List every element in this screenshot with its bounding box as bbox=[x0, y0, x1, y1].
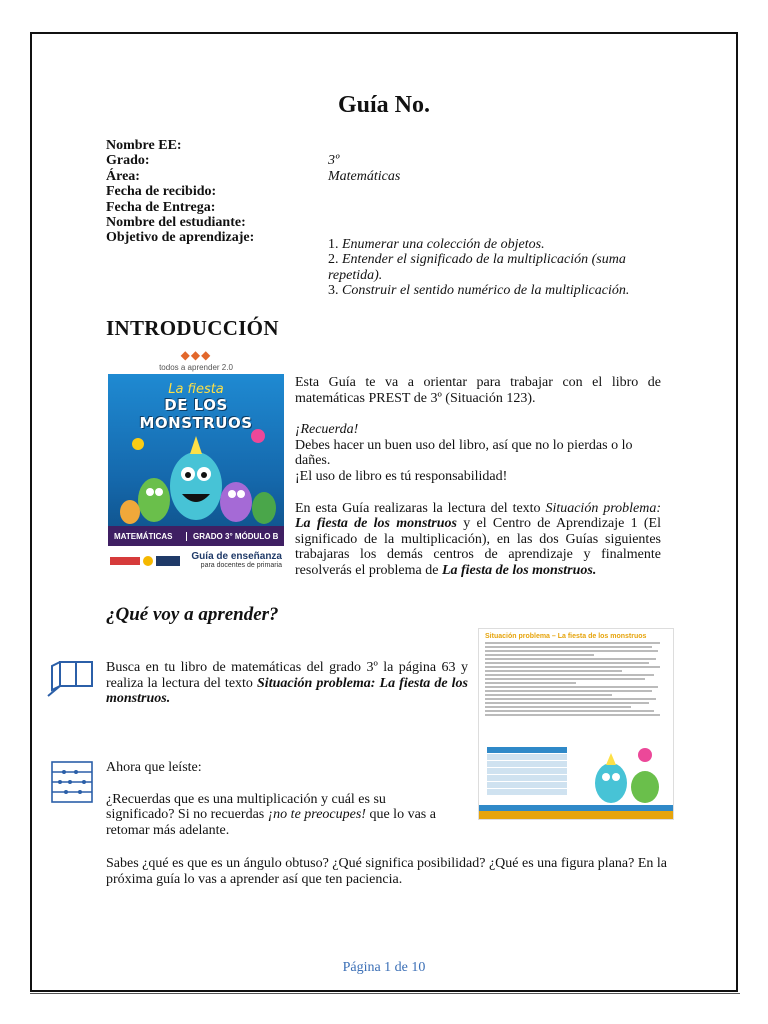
area-label: Área: bbox=[106, 168, 140, 184]
learn-block-3: Sabes ¿qué es que es un ángulo obtuso? ¿Qué significa posibilidad? ¿Qué es una figura plana? En la próxima guía lo vas a aprender así que ten paciencia. bbox=[106, 856, 667, 887]
abacus-icon bbox=[50, 760, 94, 804]
book-cover-image bbox=[108, 346, 284, 576]
nombre-estudiante-label: Nombre del estudiante: bbox=[106, 215, 246, 231]
thumb-table bbox=[487, 747, 567, 796]
text-lines bbox=[479, 642, 673, 716]
learn-heading: ¿Qué voy a aprender? bbox=[106, 604, 279, 625]
area-value: Matemáticas bbox=[328, 168, 401, 184]
objective-item: 3. Construir el sentido numérico de la multiplicación. bbox=[328, 283, 630, 299]
intro-paragraph-1: Esta Guía te va a orientar para trabajar con el libro de matemáticas PREST de 3º (Situación 123). bbox=[295, 375, 661, 406]
intro-text bbox=[295, 375, 661, 595]
guide-label: Guía de enseñanza para docentes de primaria bbox=[191, 551, 282, 569]
learn-block-2: Ahora que leíste: ¿Recuerdas que es una multiplicación y cuál es su significado? Si no recuerdas ¡no te preocupes! que lo vas a retomar más adelante. bbox=[106, 760, 436, 838]
page-number: Página 1 de 10 bbox=[342, 960, 426, 975]
intro-paragraph-2: ¡Recuerda! Debes hacer un buen uso del libro, así que no lo pierdas o lo dañes. ¡El uso de libro es tú responsabilidad! bbox=[295, 422, 633, 484]
grado-label: Grado: bbox=[106, 153, 150, 169]
cover-bottom bbox=[108, 546, 284, 576]
nombre-ee-label: Nombre EE: bbox=[106, 138, 182, 153]
objetivo-label: Objetivo de aprendizaje: bbox=[106, 230, 255, 246]
objective-item: 2. Entender el significado de la multiplicación (suma repetida). bbox=[328, 252, 626, 283]
fecha-recibido-label: Fecha de recibido: bbox=[106, 184, 217, 200]
intro-paragraph-3: En esta Guía realizaras la lectura del texto Situación problema: La fiesta de los monstruos y el Centro de Aprendizaje 1 (El significado de la multiplicación), en las dos Guías siguientes trabajaras los demás centros de aprendizaje y finalmente resolverás el problema de La fiesta de los monstruos. bbox=[295, 500, 661, 578]
intro-heading: INTRODUCCIÓN bbox=[106, 316, 279, 340]
cover-artwork: La fiesta DE LOS MONSTRUOS MATEMÁTICAS GRADO 3° MÓDULO B bbox=[108, 374, 284, 546]
grado-value: 3º bbox=[328, 153, 340, 169]
page-title: Guía No. bbox=[337, 92, 430, 118]
logo-mark-icon: ◆◆◆ bbox=[180, 348, 212, 362]
book-page-image: Situación problema – La fiesta de los monstruos bbox=[478, 628, 674, 820]
book-icon bbox=[46, 656, 96, 698]
student-info bbox=[106, 138, 666, 246]
recuerda-label: ¡Recuerda! bbox=[295, 422, 359, 438]
partner-logos bbox=[110, 554, 180, 568]
cover-footer: MATEMÁTICAS GRADO 3° MÓDULO B bbox=[108, 526, 284, 546]
objectives-list bbox=[328, 237, 658, 299]
thumb-monsters-icon bbox=[571, 739, 671, 809]
government-logos-icon bbox=[110, 554, 180, 568]
todos-a-aprender-logo: ◆◆◆ todos a aprender 2.0 bbox=[159, 348, 233, 372]
objective-item: 1. Enumerar una colección de objetos. bbox=[328, 237, 545, 252]
monsters-illustration bbox=[108, 374, 284, 546]
fecha-entrega-label: Fecha de Entrega: bbox=[106, 199, 216, 215]
frame-bottom-line bbox=[30, 990, 740, 994]
learn-block-1: Busca en tu libro de matemáticas del grado 3º la página 63 y realiza la lectura del texto Situación problema: La fiesta de los monstruos. bbox=[106, 660, 468, 707]
